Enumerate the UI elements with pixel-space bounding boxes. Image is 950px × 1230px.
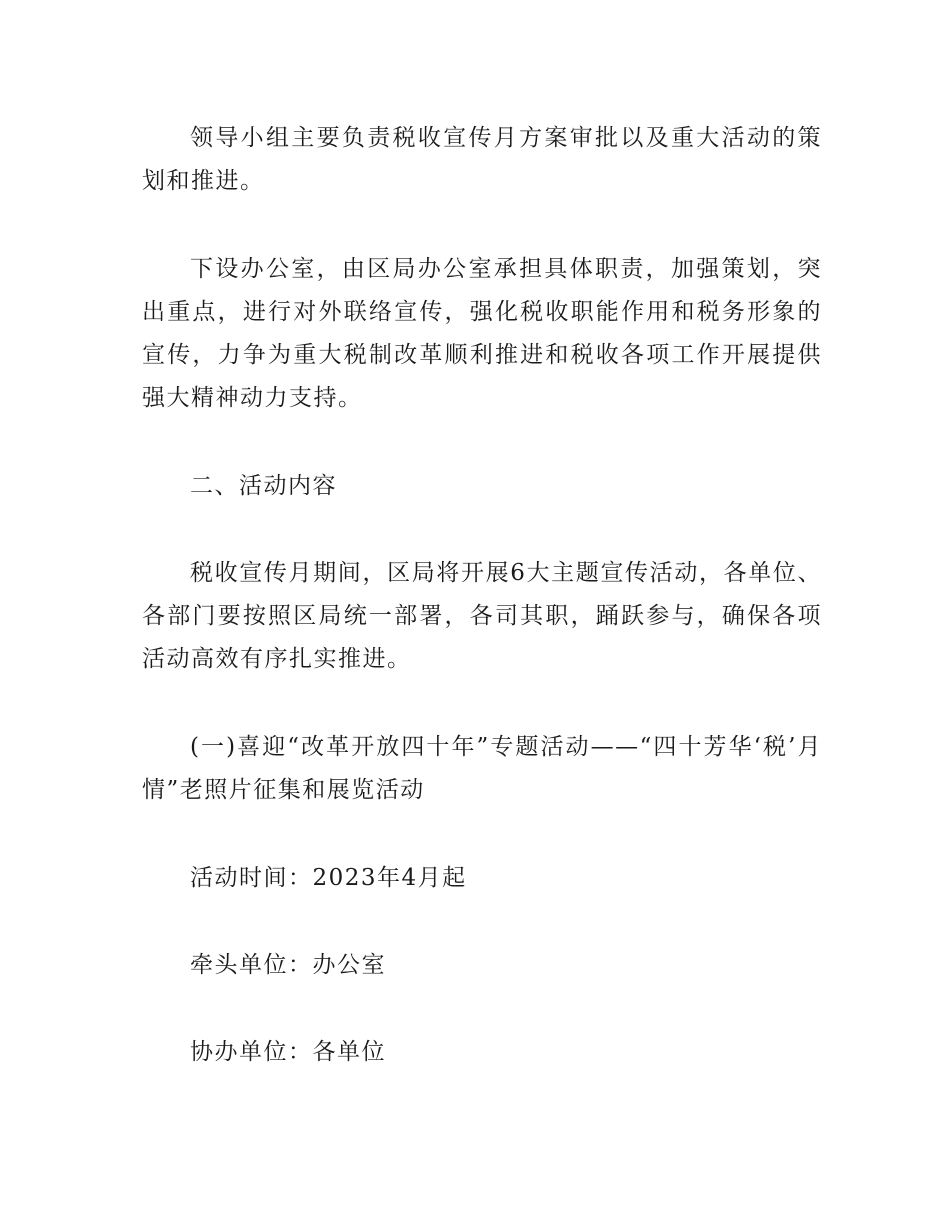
activity-time: 活动时间：2023年4月起 (190, 865, 467, 891)
activity-item-title: (一)喜迎“改革开放四十年”专题活动——“四十芳华‘税’月情”老照片征集和展览活动 (142, 734, 822, 803)
assist-unit: 协办单位：各单位 (190, 1039, 386, 1065)
section-heading-activity-content: 二、活动内容 (190, 473, 337, 499)
lead-unit: 牵头单位：办公室 (190, 952, 386, 978)
paragraph-office-setup: 下设办公室，由区局办公室承担具体职责，加强策划，突出重点，进行对外联络宣传，强化税收职能作用和税务形象的宣传，力争为重大税制改革顺利推进和税收各项工作开展提供强大精神动力支持。 (142, 256, 822, 411)
paragraph-activity-overview: 税收宣传月期间，区局将开展6大主题宣传活动，各单位、各部门要按照区局统一部署，各司其职，踊跃参与，确保各项活动高效有序扎实推进。 (142, 560, 822, 672)
paragraph-leadership-group: 领导小组主要负责税收宣传月方案审批以及重大活动的策划和推进。 (142, 125, 822, 194)
